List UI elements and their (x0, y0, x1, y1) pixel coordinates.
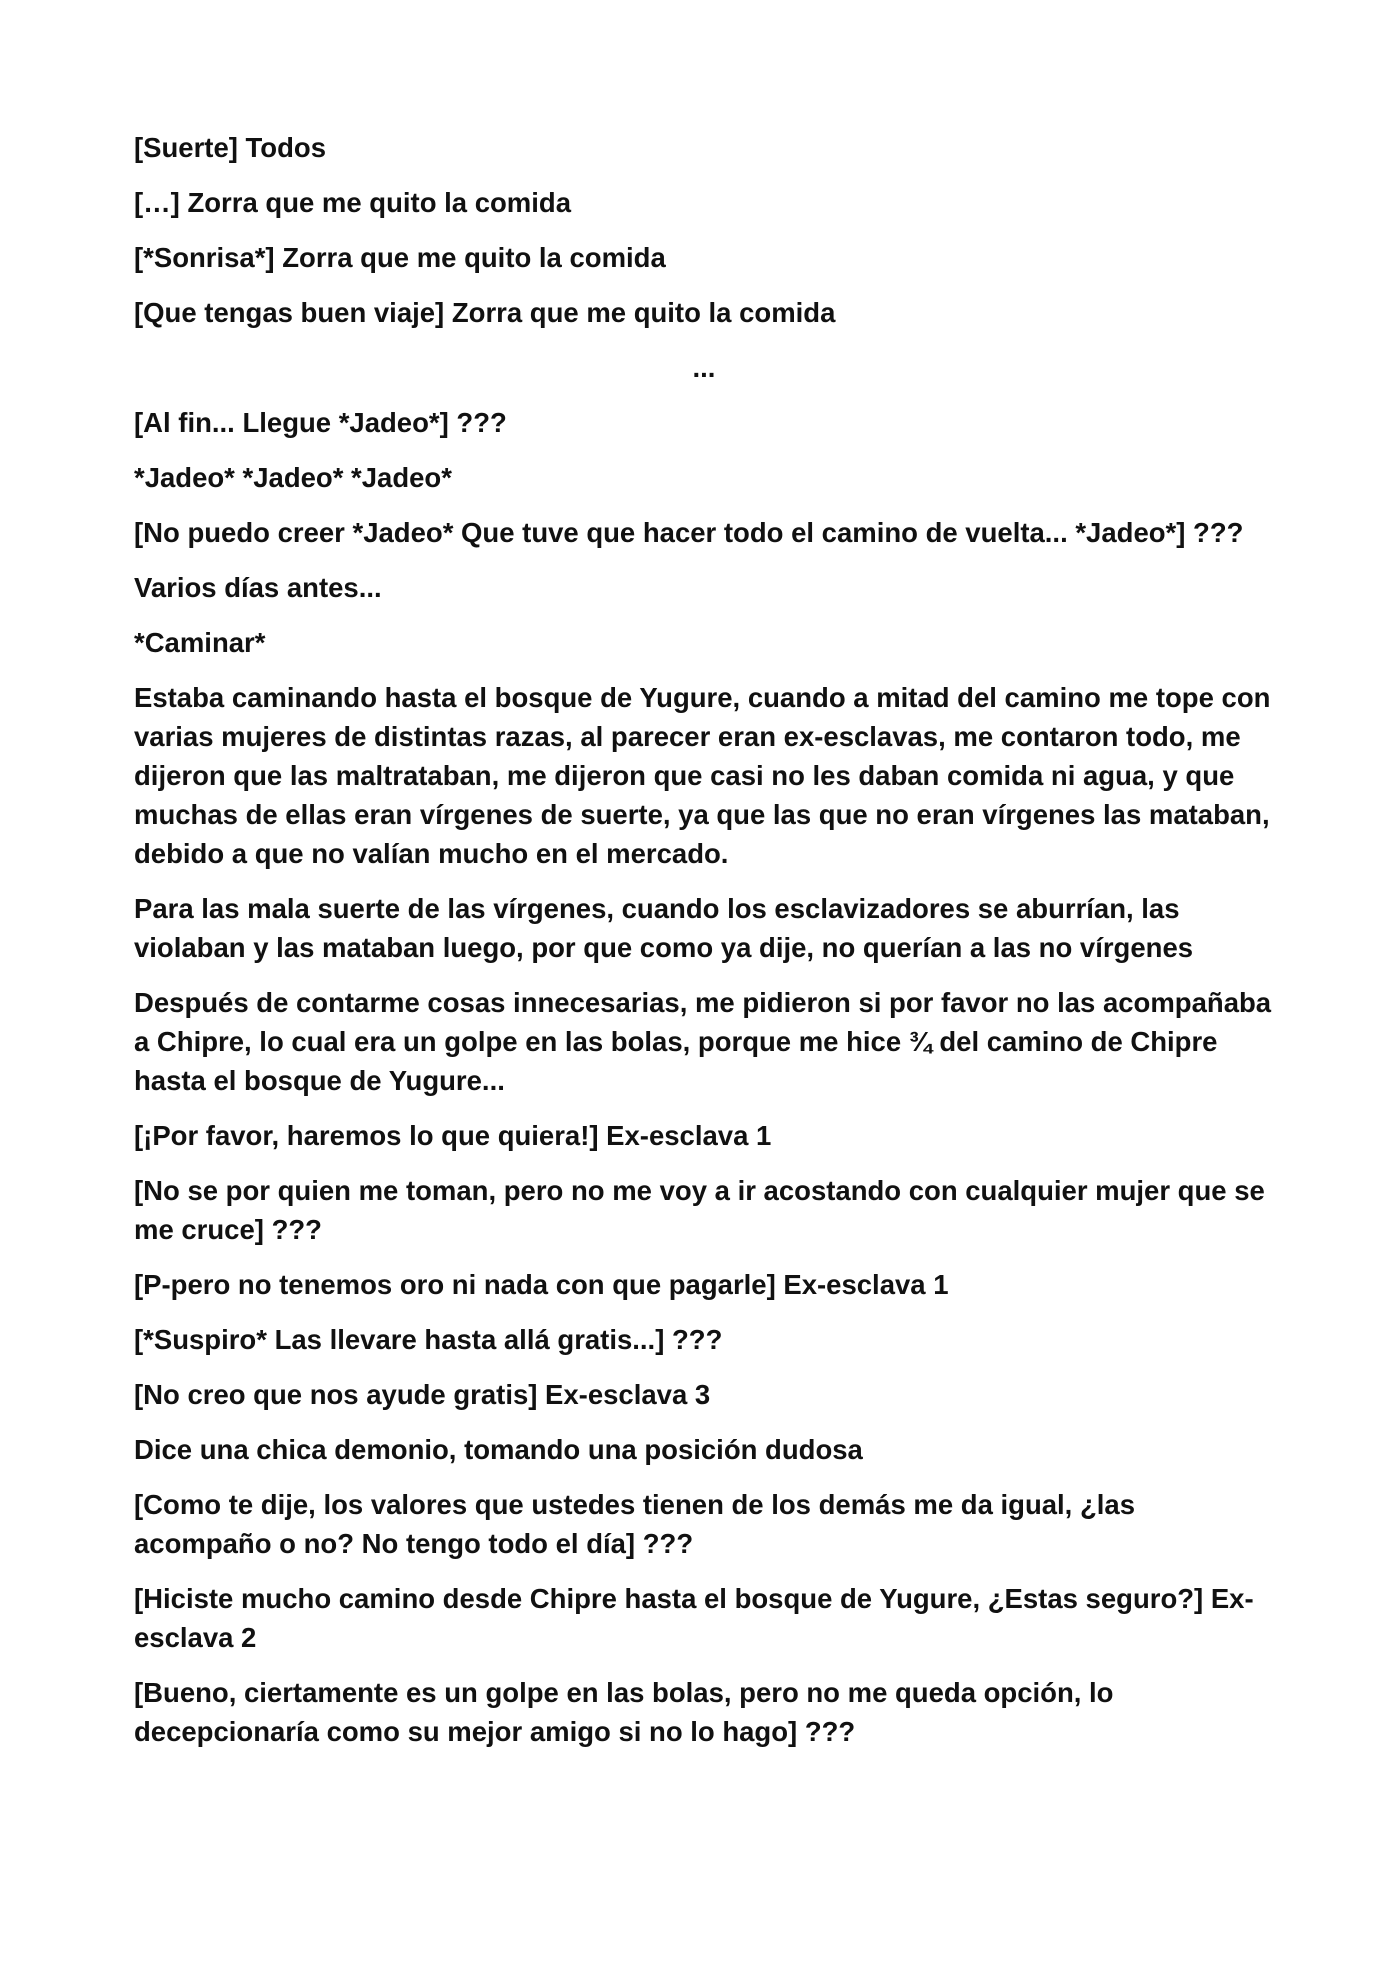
dialogue-line: [P-pero no tenemos oro ni nada con que pagarle] Ex-esclava 1 (134, 1269, 949, 1300)
dialogue-line: [Como te dije, los valores que ustedes tienen de los demás me da igual, ¿las acompaño o no? No tengo todo el día] ??? (134, 1489, 1135, 1559)
dialogue-line: [Que tengas buen viaje] Zorra que me quito la comida (134, 297, 836, 328)
scene-break: ... (692, 352, 716, 383)
dialogue-line: [Hiciste mucho camino desde Chipre hasta el bosque de Yugure, ¿Estas seguro?] Ex-esclava 2 (134, 1583, 1254, 1653)
narration-paragraph: Para las mala suerte de las vírgenes, cuando los esclavizadores se aburrían, las violaban y las mataban luego, por que como ya dije, no querían a las no vírgenes (134, 893, 1194, 963)
dialogue-line: […] Zorra que me quito la comida (134, 187, 571, 218)
narration-paragraph: Estaba caminando hasta el bosque de Yugure, cuando a mitad del camino me tope con varias mujeres de distintas razas, al parecer eran ex-esclavas, me contaron todo, me dijeron que las maltrataban, me dijeron que casi no les daban comida ni agua, y que muchas de ellas eran vírgenes de suerte, ya que las que no eran vírgenes las mataban, debido a que no valían mucho en el mercado. (134, 682, 1271, 869)
action-line: *Jadeo* *Jadeo* *Jadeo* (134, 462, 452, 493)
dialogue-line: [*Sonrisa*] Zorra que me quito la comida (134, 242, 666, 273)
dialogue-line: [Bueno, ciertamente es un golpe en las bolas, pero no me queda opción, lo decepcionaría como su mejor amigo si no lo hago] ??? (134, 1677, 1114, 1747)
dialogue-line: [¡Por favor, haremos lo que quiera!] Ex-esclava 1 (134, 1120, 772, 1151)
document-body (134, 128, 1274, 1767)
narration-paragraph: Después de contarme cosas innecesarias, me pidieron si por favor no las acompañaba a Chipre, lo cual era un golpe en las bolas, porque me hice ¾ del camino de Chipre hasta el bosque de Yugure... (134, 987, 1272, 1096)
dialogue-line: [Al fin... Llegue *Jadeo*] ??? (134, 407, 507, 438)
dialogue-line: [*Suspiro* Las llevare hasta allá gratis...] ??? (134, 1324, 723, 1355)
action-line: *Caminar* (134, 627, 266, 658)
dialogue-line: [No puedo creer *Jadeo* Que tuve que hacer todo el camino de vuelta... *Jadeo*] ??? (134, 517, 1244, 548)
narration-line: Dice una chica demonio, tomando una posición dudosa (134, 1434, 863, 1465)
dialogue-line: [No creo que nos ayude gratis] Ex-esclava 3 (134, 1379, 711, 1410)
dialogue-line: [Suerte] Todos (134, 132, 326, 163)
dialogue-line: [No se por quien me toman, pero no me voy a ir acostando con cualquier mujer que se me cruce] ??? (134, 1175, 1265, 1245)
narration-line: Varios días antes... (134, 572, 382, 603)
